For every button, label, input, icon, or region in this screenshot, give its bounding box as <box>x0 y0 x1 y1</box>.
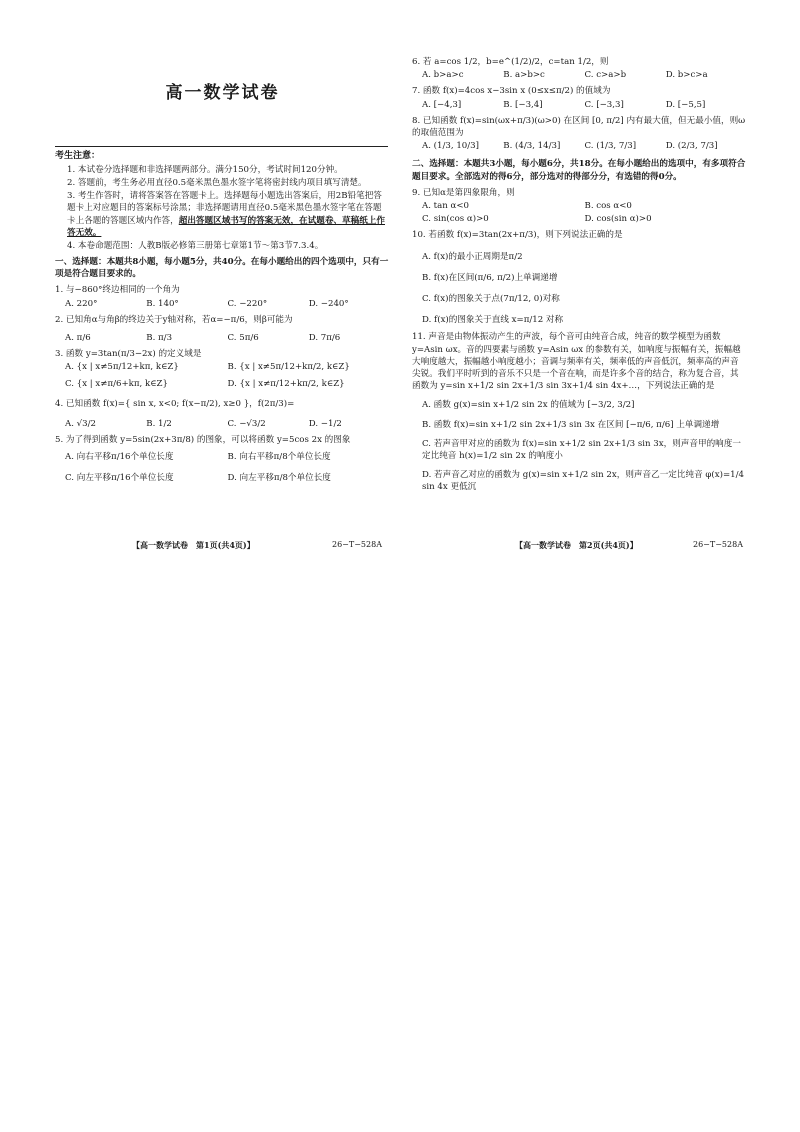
option: C. 5π/6 <box>227 333 259 344</box>
notice-item-emphasis: 超出答题区域书写的答案无效，在试题卷、草稿纸上作答无效。 <box>67 215 385 238</box>
option: C. [−3,3] <box>584 99 624 110</box>
page-title: 高一数学试卷 <box>165 83 280 103</box>
options-9 <box>412 200 747 225</box>
options-8 <box>412 140 747 152</box>
question-4: 4. 已知函数 f(x)={ sin x, x<0; f(x−π/2), x≥0 }，f(2π/3)= <box>55 398 295 409</box>
option: A. b>a>c <box>422 70 464 81</box>
option: D. −1/2 <box>308 419 342 430</box>
option: B. π/3 <box>146 333 173 344</box>
option: D. 7π/6 <box>308 333 341 344</box>
notice-item-text: 3. 考生作答时，请将答案答在答题卡上。选择题每小题选出答案后，用2B铅笔把答题卡上对应题目的答案标号涂黑；非选择题请用直径0.5毫米黑色墨水签字笔在答题卡上各题的答题区域内作答， <box>67 191 382 226</box>
question-7: 7. 函数 f(x)=4cos x−3sin x (0≤x≤π/2) 的值域为 <box>412 86 611 97</box>
option: B. 向右平移π/8个单位长度 <box>227 452 331 463</box>
option: A. tan α<0 <box>422 201 469 212</box>
option: B. a>b>c <box>503 70 545 81</box>
question-6: 6. 若 a=cos 1/2，b=e^(1/2)/2，c=tan 1/2，则 <box>412 57 609 67</box>
question-1: 1. 与−860°终边相同的一个角为 <box>55 285 180 296</box>
option: C. f(x)的图象关于点(7π/12, 0)对称 <box>422 294 560 305</box>
section-heading: 一、选择题：本题共8小题，每小题5分，共40分。在每小题给出的四个选项中，只有一项是符合题目要求的。 <box>55 257 389 280</box>
option: B. {x | x≠5π/12+kπ/2, k∈Z} <box>227 362 350 373</box>
footer-code: 26−T−528A <box>332 540 382 549</box>
divider <box>55 146 388 147</box>
footer-label: 【高一数学试卷 第1页(共4页)】 <box>132 540 255 550</box>
section-heading-2: 二、选择题：本题共3小题，每小题6分，共18分。在每小题给出的选项中，有多项符合题目要求。全部选对的得6分，部分选对的得部分分，有选错的得0分。 <box>412 159 746 182</box>
options-7 <box>412 99 747 111</box>
page-footer-right <box>515 540 743 551</box>
option: C. sin(cos α)>0 <box>422 214 489 225</box>
notice-heading: 考生注意： <box>55 151 101 161</box>
question-9: 9. 已知α是第四象限角，则 <box>412 187 515 198</box>
option: D. 向左平移π/8个单位长度 <box>227 472 331 483</box>
option: C. −220° <box>227 298 268 309</box>
section-one <box>55 256 390 487</box>
question-2: 2. 已知角α与角β的终边关于y轴对称，若α=−π/6，则β可能为 <box>55 314 293 325</box>
option: C. −√3/2 <box>227 419 266 430</box>
option: C. c>a>b <box>584 70 627 81</box>
option: D. cos(sin α)>0 <box>584 214 652 225</box>
option: C. (1/3, 7/3] <box>584 141 637 152</box>
question-8: 8. 已知函数 f(x)=sin(ωx+π/3)(ω>0) 在区间 [0, π/2] 内有最大值，但无最小值，则ω的取值范围为 <box>412 115 746 139</box>
option: A. π/6 <box>65 333 91 344</box>
option: D. [−5,5] <box>665 99 706 110</box>
option: C. 向左平移π/16个单位长度 <box>65 472 174 483</box>
question-10: 10. 若函数 f(x)=3tan(2x+π/3)，则下列说法正确的是 <box>412 230 623 241</box>
notice-item: 2. 答题前，考生务必用直径0.5毫米黑色墨水签字笔将密封线内项目填写清楚。 <box>67 177 367 188</box>
option: A. 函数 g(x)=sin x+1/2 sin 2x 的值域为 [−3/2, 3/2] <box>422 400 635 411</box>
option: B. f(x)在区间(π/6, π/2)上单调递增 <box>422 272 558 283</box>
option: D. 若声音乙对应的函数为 g(x)=sin x+1/2 sin 2x，则声音乙一定比纯音 φ(x)=1/4 sin 4x 更低沉 <box>422 470 745 493</box>
option: B. (4/3, 14/3] <box>503 141 561 152</box>
option: C. {x | x≠π/6+kπ, k∈Z} <box>65 378 168 389</box>
question-3: 3. 函数 y=3tan(π/3−2x) 的定义域是 <box>55 349 202 360</box>
notice-block <box>55 150 388 253</box>
footer-code: 26−T−528A <box>693 540 743 549</box>
option: B. cos α<0 <box>584 201 632 212</box>
right-column <box>412 52 747 499</box>
option: C. 若声音甲对应的函数为 f(x)=sin x+1/2 sin 2x+1/3 sin 3x，则声音甲的响度一定比纯音 h(x)=1/2 sin 2x 的响度小 <box>422 438 741 462</box>
option: A. [−4,3] <box>422 99 462 110</box>
options-4 <box>55 418 390 430</box>
options-6 <box>412 69 747 81</box>
option: D. b>c>a <box>665 70 708 81</box>
option: D. (2/3, 7/3] <box>665 141 718 152</box>
options-5 <box>55 451 390 483</box>
options-3 <box>55 361 390 389</box>
options-1 <box>55 298 390 310</box>
question-11: 11. 声音是由物体振动产生的声波，每个音可由纯音合成，纯音的数学模型为函数 y=Asin ωx。音的四要素与函数 y=Asin ωx 的参数有关，如响度与振幅有关，振幅越大响度越大，振幅越小响度越小；音调与频率有关，频率低的声音低沉，频率高的声音尖锐。我们平时听到的音乐不只是一个音在响，而是许多个音的结合，称为复合音，其函数为 y=sin x+1/2 sin 2x+1/3 sin 3x+1/4 sin 4x+…，下列说法正确的是 <box>412 332 741 392</box>
option: A. 向右平移π/16个单位长度 <box>65 452 174 463</box>
option: B. 函数 f(x)=sin x+1/2 sin 2x+1/3 sin 3x 在区间 [−π/6, π/6] 上单调递增 <box>422 419 720 430</box>
option: B. 140° <box>146 298 179 309</box>
option: D. f(x)的图象关于直线 x=π/12 对称 <box>422 315 564 326</box>
notice-item <box>55 190 388 239</box>
notice-item: 1. 本试卷分选择题和非选择题两部分。满分150分，考试时间120分钟。 <box>67 164 343 175</box>
option: D. {x | x≠π/12+kπ/2, k∈Z} <box>227 378 345 389</box>
notice-item: 4. 本卷命题范围：人教B版必修第三册第七章第1节～第3节7.3.4。 <box>67 240 324 251</box>
option: A. (1/3, 10/3] <box>422 141 479 152</box>
option: B. 1/2 <box>146 419 172 430</box>
option: A. {x | x≠5π/12+kπ, k∈Z} <box>65 362 179 373</box>
option: A. f(x)的最小正周期是π/2 <box>422 251 523 262</box>
question-5: 5. 为了得到函数 y=5sin(2x+3π/8) 的图象，可以将函数 y=5cos 2x 的图象 <box>55 435 351 446</box>
page-footer-left <box>132 540 382 551</box>
option: A. √3/2 <box>65 419 96 430</box>
option: B. [−3,4] <box>503 99 543 110</box>
options-2 <box>55 332 390 344</box>
option: A. 220° <box>65 298 98 309</box>
footer-label: 【高一数学试卷 第2页(共4页)】 <box>515 540 638 550</box>
option: D. −240° <box>308 298 349 309</box>
